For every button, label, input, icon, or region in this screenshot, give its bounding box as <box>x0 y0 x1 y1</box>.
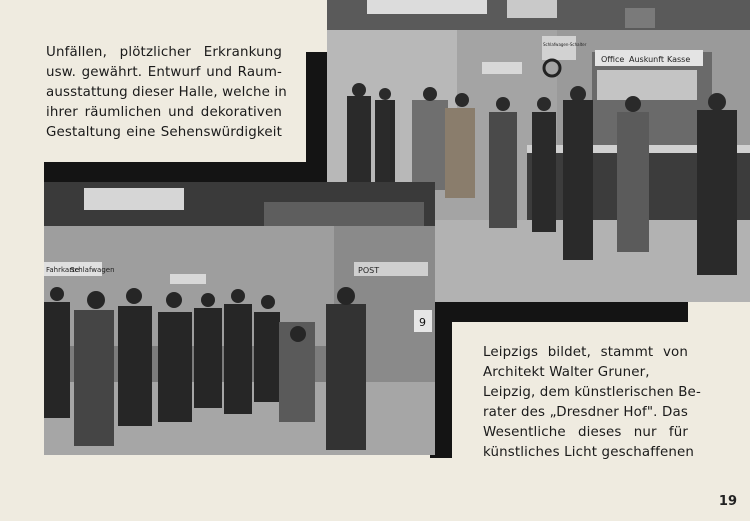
text-line: Architekt Walter Gruner, <box>483 365 650 380</box>
text-block-top <box>46 43 287 143</box>
sign-fahrkarte: Fahrkarte <box>46 266 80 274</box>
page-number: 19 <box>718 494 737 509</box>
dark-block-bottom <box>430 300 688 322</box>
sign-schlafwagen-2: Schlafwagen <box>70 266 115 274</box>
text-line: künstliches Licht geschaffenen <box>483 445 694 460</box>
text-line: Gestaltung eine Sehenswürdigkeit <box>46 125 282 140</box>
text-line: Leipzig, dem künstlerischen Be- <box>483 385 701 400</box>
text-line: rater des „Dresdner Hof". Das <box>483 405 688 420</box>
sign-kasse: Kasse <box>667 55 691 64</box>
sign-post: POST <box>358 266 380 275</box>
text-line: usw. gewährt. Entwurf und Raum- <box>46 65 282 80</box>
text-line: ausstattung dieser Halle, welche in <box>46 85 287 100</box>
text-block-bottom <box>483 343 701 463</box>
dark-block-band <box>44 162 336 184</box>
photo-waiting-hall <box>44 182 435 455</box>
text-line: ihrer räumlichen und dekorativen <box>46 105 282 120</box>
text-line: Leipzigs bildet, stammt von <box>483 345 688 360</box>
sign-auskunft: Auskunft <box>629 55 665 64</box>
sign-schlafwagen: Schlafwagen-Schalter <box>543 42 587 47</box>
text-line: Unfällen, plötzlicher Erkrankung <box>46 45 282 60</box>
sign-office: Office <box>601 55 625 64</box>
text-line: Wesentliche dieses nur für <box>483 425 688 440</box>
sign-number: 9 <box>419 316 426 329</box>
